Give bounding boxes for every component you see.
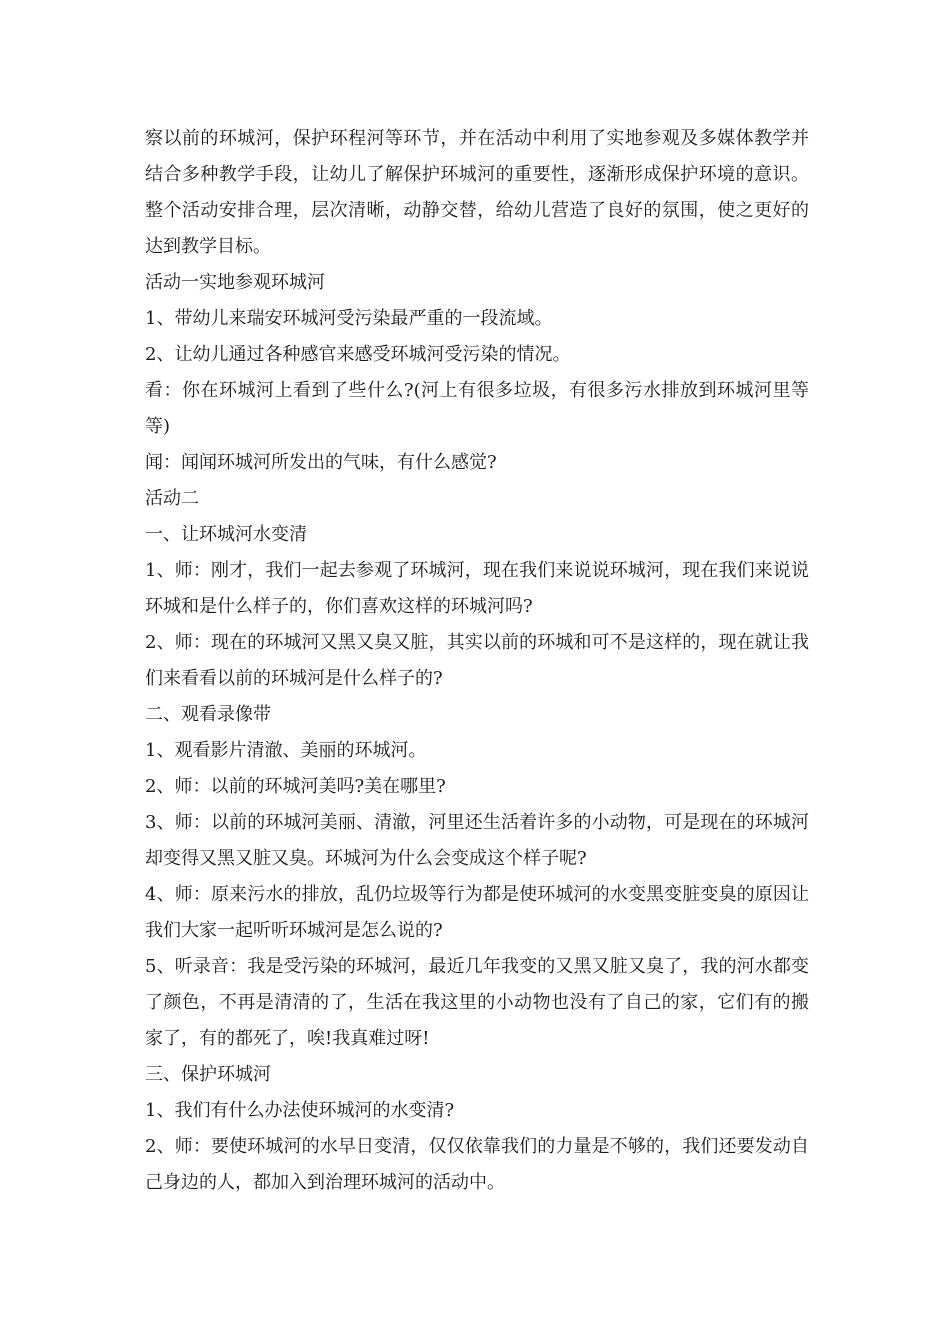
paragraph-smell: 闻：闻闻环城河所发出的气味，有什么感觉? [145,452,497,473]
paragraph-summary: 察以前的环城河，保护环程河等环节，并在活动中利用了实地参观及多媒体教学并结合多种教学手段，让幼儿了解保护环城河的重要性，逐渐形成保护环境的意识。整个活动安排合理，层次清晰，动静交替，给幼儿营造了良好的氛围，使之更好的达到教学目标。 [145,128,809,257]
document-body [145,121,809,1201]
section-heading: 二、观看录像带 [145,704,271,725]
list-item: 2、让幼儿通过各种感官来感受环城河受污染的情况。 [145,344,571,365]
list-item: 1、我们有什么办法使环城河的水变清? [145,1100,455,1121]
list-item: 1、带幼儿来瑞安环城河受污染最严重的一段流域。 [145,308,553,329]
list-item: 2、师：现在的环城河又黑又臭又脏，其实以前的环城和可不是这样的，现在就让我们来看看以前的环城河是什么样子的? [145,632,809,689]
paragraph-look: 看：你在环城河上看到了些什么?(河上有很多垃圾，有很多污水排放到环城河里等等) [145,380,809,437]
list-item: 4、师：原来污水的排放，乱仍垃圾等行为都是使环城河的水变黑变脏变臭的原因让我们大家一起听听环城河是怎么说的? [145,884,809,941]
list-item: 1、师：刚才，我们一起去参观了环城河，现在我们来说说环城河，现在我们来说说环城和是什么样子的，你们喜欢这样的环城河吗? [145,560,809,617]
list-item: 1、观看影片清澈、美丽的环城河。 [145,740,427,761]
list-item: 2、师：要使环城河的水早日变清，仅仅依靠我们的力量是不够的，我们还要发动自己身边的人，都加入到治理环城河的活动中。 [145,1136,809,1193]
list-item: 5、听录音：我是受污染的环城河，最近几年我变的又黑又脏又臭了，我的河水都变了颜色，不再是清清的了，生活在我这里的小动物也没有了自己的家，它们有的搬家了，有的都死了，唉!我真难过呀! [145,956,809,1049]
section-heading: 三、保护环城河 [145,1064,271,1085]
list-item: 2、师：以前的环城河美吗?美在哪里? [145,776,446,797]
list-item: 3、师：以前的环城河美丽、清澈，河里还生活着许多的小动物，可是现在的环城河却变得又黑又脏又臭。环城河为什么会变成这个样子呢? [145,812,809,869]
section-heading: 一、让环城河水变清 [145,524,307,545]
heading-activity-two: 活动二 [145,488,199,509]
heading-activity-one: 活动一实地参观环城河 [145,272,325,293]
